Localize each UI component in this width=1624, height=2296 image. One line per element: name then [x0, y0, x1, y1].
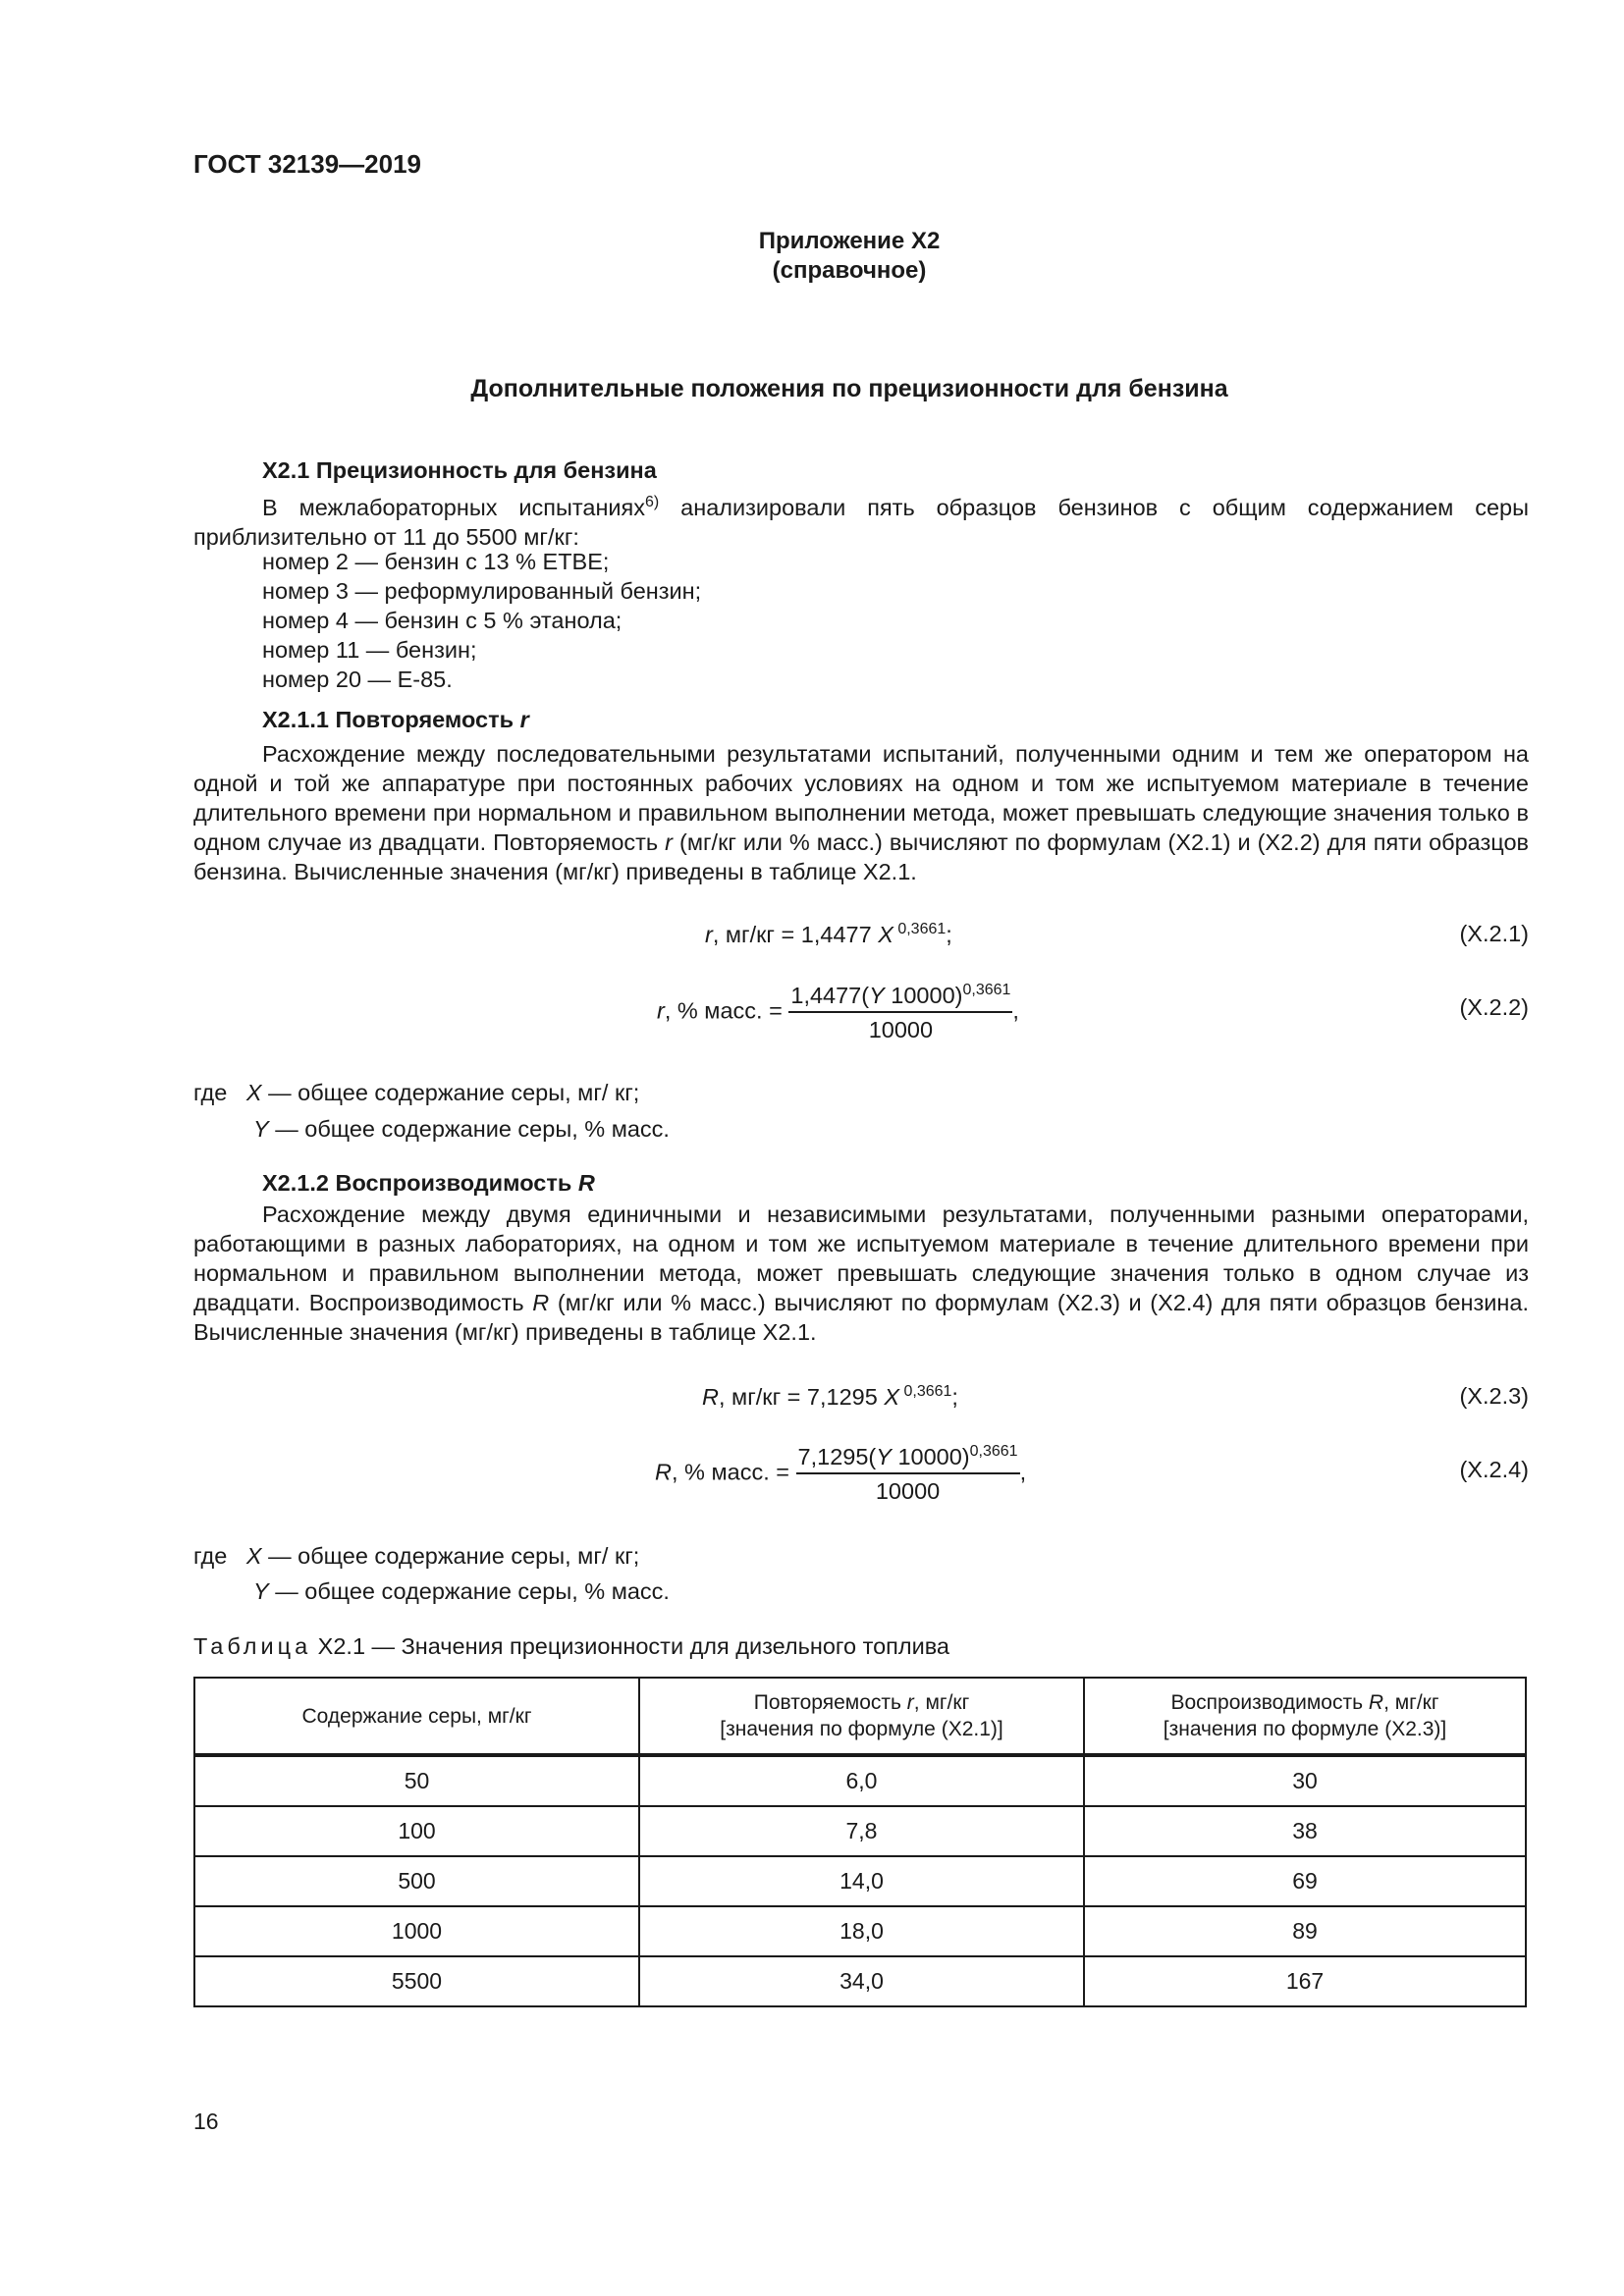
exponent: 0,3661: [962, 982, 1011, 998]
divisor: 10000): [884, 982, 963, 1008]
intro-text-end: анализировали пять образцов бензинов с общим содержанием серы приблизительно от 11 до 5500 мг/кг:: [193, 494, 1530, 550]
variable: Y: [869, 982, 885, 1008]
page-number: 16: [193, 2109, 219, 2134]
table-cell: 6,0: [639, 1755, 1084, 1806]
formula-text: , % масс.: [664, 997, 763, 1024]
caption-text: Х2.1 — Значения прецизионности для дизельного топлива: [311, 1633, 949, 1659]
table-row: [194, 1856, 1526, 1906]
formula-text: , мг/кг = 7,1295: [718, 1383, 885, 1410]
reproducibility-paragraph: [193, 1200, 1529, 1347]
heading-text: Х2.1.2 Воспроизводимость: [262, 1170, 578, 1196]
table-cell: 30: [1084, 1755, 1526, 1806]
symbol: r: [705, 921, 713, 947]
heading-symbol: r: [519, 707, 529, 732]
section-x2-1-1-heading: [262, 707, 529, 733]
denominator: 10000: [875, 1477, 941, 1504]
table-caption: [193, 1633, 949, 1660]
sample-item: номер 4 — бензин с 5 % этанола;: [262, 608, 623, 633]
section-heading: Дополнительные положения по прецизионности для бензина: [470, 375, 1228, 402]
annex-type: (справочное): [772, 257, 927, 284]
standard-header: ГОСТ 32139—2019: [193, 149, 421, 179]
fraction: [788, 982, 1012, 1043]
formula-x2-3: [702, 1383, 958, 1411]
caption-label: Таблица: [193, 1633, 312, 1659]
definition: — общее содержание серы, % масс.: [268, 1578, 670, 1604]
equation-number: (Х.2.1): [1459, 921, 1529, 946]
symbol: R: [702, 1383, 719, 1410]
table-cell: 1000: [194, 1906, 639, 1956]
coefficient: 7,1295(: [797, 1443, 877, 1469]
variable: X: [245, 1543, 262, 1569]
exponent: 0,3661: [899, 1383, 952, 1400]
paragraph-text: (мг/кг или % масс.) вычисляют по формулам (Х2.1) и (Х2.2) для пяти образцов бензина. Вычисленные значения (мг/кг) приведены в таблице Х2.1.: [193, 829, 1529, 884]
definition: — общее содержание серы, % масс.: [268, 1116, 670, 1142]
column-header: [639, 1678, 1084, 1755]
definition: — общее содержание серы, мг/ кг;: [261, 1080, 640, 1105]
divisor: 10000): [891, 1443, 970, 1469]
header-text: Повторяемость: [753, 1691, 907, 1714]
where-x: [193, 1078, 639, 1107]
annex-title: Приложение Х2: [758, 228, 941, 254]
formula-x2-2: [657, 982, 1019, 1043]
numerator: [796, 1443, 1020, 1474]
table-cell: 100: [194, 1806, 639, 1856]
table-cell: 167: [1084, 1956, 1526, 2006]
header-text: [значения по формуле (Х2.1)]: [720, 1718, 1003, 1740]
table-cell: 89: [1084, 1906, 1526, 1956]
table-cell: 5500: [194, 1956, 639, 2006]
sample-item: номер 20 — Е-85.: [262, 667, 453, 692]
variable: Y: [876, 1443, 892, 1469]
where-label: где: [193, 1080, 228, 1105]
symbol: R: [532, 1290, 550, 1315]
section-x2-1-heading: Х2.1 Прецизионность для бензина: [262, 457, 657, 483]
repeatability-paragraph: [193, 739, 1529, 886]
paragraph-text: Расхождение между двумя единичными и независимыми результатами, полученными разными операторами, работающими в разных лабораториях, на одном и том же испытуемом материале в течение длительного времени при нормальном и правильном выполнении метода, может превышать следующие значения только в одном случае из двадцати. Воспроизводимость: [193, 1201, 1529, 1315]
paragraph-text: (мг/кг или % масс.) вычисляют по формулам (Х2.3) и (Х2.4) для пяти образцов бензина. Вычисленные значения (мг/кг) приведены в таблице Х2.1.: [193, 1290, 1529, 1345]
formula-text: , % масс.: [671, 1459, 770, 1485]
equals-sign: =: [762, 997, 789, 1024]
header-text: Воспроизводимость: [1170, 1691, 1369, 1714]
header-text: , мг/кг: [1383, 1691, 1439, 1714]
table-row: [194, 1806, 1526, 1856]
formula-text: ,: [1012, 997, 1019, 1024]
section-x2-1-intro: [193, 488, 1529, 552]
header-text: , мг/кг: [913, 1691, 970, 1714]
table-cell: 38: [1084, 1806, 1526, 1856]
column-header: Содержание серы, мг/кг: [194, 1678, 639, 1755]
footnote-ref: 6): [645, 494, 660, 510]
where-y: [253, 1114, 670, 1144]
symbol: r: [906, 1691, 914, 1714]
heading-symbol: R: [577, 1170, 595, 1196]
heading-text: Х2.1.1 Повторяемость: [262, 707, 520, 732]
formula-text: ;: [946, 921, 952, 947]
formula-x2-1: [705, 921, 952, 948]
equation-number: (Х.2.2): [1459, 994, 1529, 1020]
formula-text: , мг/кг = 1,4477: [712, 921, 879, 947]
definition: — общее содержание серы, мг/ кг;: [261, 1543, 640, 1569]
equation-number: (Х.2.3): [1459, 1383, 1529, 1409]
numerator: [788, 982, 1012, 1013]
sample-item: номер 2 — бензин с 13 % ЕТВЕ;: [262, 549, 610, 574]
variable: Y: [253, 1116, 269, 1142]
section-x2-1-2-heading: [262, 1170, 595, 1197]
coefficient: 1,4477(: [790, 982, 870, 1008]
table-row: [194, 1906, 1526, 1956]
variable: X: [878, 921, 893, 947]
symbol: r: [665, 829, 673, 855]
equation-number: (Х.2.4): [1459, 1457, 1529, 1482]
denominator: 10000: [868, 1016, 934, 1042]
sample-item: номер 11 — бензин;: [262, 637, 477, 663]
column-header: [1084, 1678, 1526, 1755]
variable: Y: [253, 1578, 269, 1604]
table-row: [194, 1755, 1526, 1806]
fraction: [796, 1443, 1020, 1505]
variable: X: [245, 1080, 262, 1105]
equals-sign: =: [769, 1459, 796, 1485]
where-x: [193, 1541, 639, 1571]
where-y: [253, 1576, 670, 1606]
table-cell: 18,0: [639, 1906, 1084, 1956]
table-cell: 7,8: [639, 1806, 1084, 1856]
precision-table: [193, 1677, 1527, 2007]
table-cell: 14,0: [639, 1856, 1084, 1906]
table-row: [194, 1956, 1526, 2006]
symbol: R: [655, 1459, 672, 1485]
exponent: 0,3661: [893, 921, 947, 937]
table-cell: 50: [194, 1755, 639, 1806]
header-text: [значения по формуле (Х2.3)]: [1163, 1718, 1447, 1740]
table-cell: 500: [194, 1856, 639, 1906]
intro-text-start: В межлабораторных испытаниях: [262, 494, 646, 520]
symbol: r: [657, 997, 665, 1024]
formula-text: ;: [951, 1383, 958, 1410]
formula-x2-4: [655, 1443, 1026, 1505]
exponent: 0,3661: [969, 1443, 1018, 1460]
table-header-row: [194, 1678, 1526, 1755]
symbol: R: [1368, 1691, 1384, 1714]
formula-text: ,: [1019, 1459, 1027, 1485]
sample-item: номер 3 — реформулированный бензин;: [262, 578, 702, 604]
variable: X: [884, 1383, 900, 1410]
table-cell: 34,0: [639, 1956, 1084, 2006]
table-cell: 69: [1084, 1856, 1526, 1906]
where-label: где: [193, 1543, 228, 1569]
paragraph-text: Расхождение между последовательными результатами испытаний, полученными одним и тем же оператором на одной и той же аппаратуре при постоянных рабочих условиях на одном и том же испытуемом материале в течение длительного времени при нормальном и правильном выполнении метода, может превышать следующие значения только в одном случае из двадцати. Повторяемость: [193, 741, 1529, 855]
